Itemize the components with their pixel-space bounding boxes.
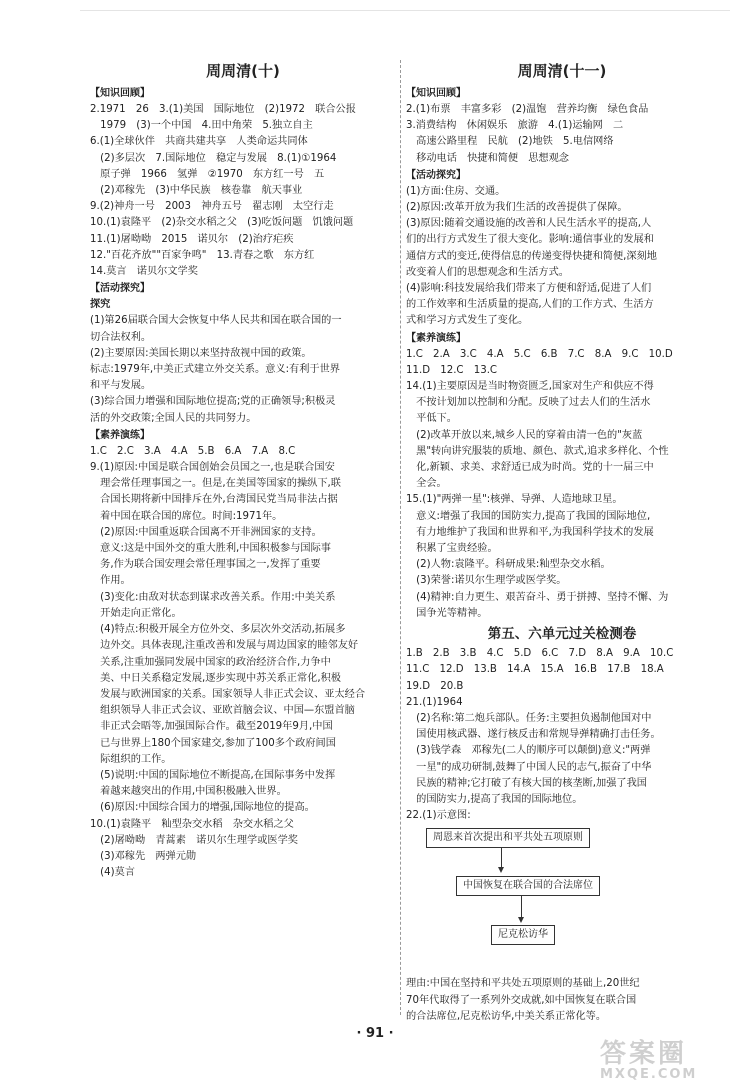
text-line: (1)第26届联合国大会恢复中华人民共和国在联合国的一: [90, 315, 342, 327]
text-line: (3)综合国力增强和国际地位提高;党的正确领导;积极灵: [90, 396, 336, 408]
left-column: [90, 58, 396, 881]
text-line: 的国防实力,提高了我国的国际地位。: [406, 793, 583, 805]
text-line: 理会常任理事国之一。但是,在美国等国家的操纵下,联: [90, 478, 341, 490]
text-line: 关系,注重加强同发展中国家的政治经济合作,力争中: [90, 656, 331, 668]
text-line: 15.(1)"两弹一星":核弹、导弹、人造地球卫星。: [406, 494, 623, 506]
reason-block: [406, 976, 718, 1025]
text-line: 12."百花齐放""百家争鸣" 13.青春之歌 东方红: [90, 249, 315, 261]
text-line: (4)莫言: [90, 867, 135, 879]
text-line: 1.C 2.C 3.A 4.A 5.B 6.A 7.A 8.C: [90, 445, 296, 457]
flow-arrow-2: [521, 896, 522, 918]
text-line: 6.(1)全球伙伴 共商共建共享 人类命运共同体: [90, 136, 308, 148]
text-line: 着越来越突出的作用,中国积极融入世界。: [90, 786, 287, 798]
text-line: 作用。: [90, 575, 131, 587]
text-line: 务,作为联合国安理会常任理事国之一,发挥了重要: [90, 559, 321, 571]
text-line: (2)人物:袁隆平。科研成果:籼型杂交水稻。: [406, 559, 611, 571]
text-line: 10.(1)袁隆平 (2)杂交水稻之父 (3)吃饭问题 饥饿问题: [90, 217, 354, 229]
right-knowledge-block: [406, 102, 718, 167]
text-line: 美、中日关系稳定发展,逐步实现中苏关系正常化,积极: [90, 672, 341, 684]
text-line: 民族的精神;它打破了有核大国的核垄断,加强了我国: [406, 777, 647, 789]
text-line: 已与世界上180个国家建交,参加了100多个政府间国: [90, 737, 336, 749]
right-section-practice: 【 素养演练 】: [406, 331, 718, 346]
text-line: 组织领导人非正式会议、亚欧首脑会议、中国—东盟首脑: [90, 705, 355, 717]
text-line: (2)名称:第二炮兵部队。任务:主要担负遏制他国对中: [406, 712, 652, 724]
column-divider: [400, 60, 401, 1015]
right-section-activity: 【 活动探究 】: [406, 168, 718, 183]
text-line: 式和学习方式发生了变化。: [406, 315, 529, 327]
text-line: 积累了宝贵经验。: [406, 543, 498, 555]
flow-box-2: 中国恢复在联合国的合法席位: [456, 876, 600, 896]
text-line: (4)影响:科技发展给我们带来了方便和舒适,促进了人们: [406, 283, 652, 295]
right-title: 周周清(十一): [517, 62, 607, 80]
exam-block: [406, 646, 718, 824]
text-line: 的合法席位,尼克松访华,中美关系正常化等。: [406, 1010, 607, 1022]
text-line: 改变着人们的思想观念和生活方式。: [406, 266, 569, 278]
activity-heading: 探究: [90, 299, 111, 311]
right-section-knowledge: 【 知识回顾 】: [406, 86, 718, 101]
watermark-url: MXQE.COM: [600, 1067, 698, 1082]
text-line: 际组织的工作。: [90, 753, 172, 765]
text-line: 1979 (3)一个中国 4.田中角荣 5.独立自主: [90, 120, 313, 132]
text-line: (3)钱学森 邓稼先(二人的顺序可以颠倒)意义:"两弹: [406, 745, 651, 757]
top-rule: [80, 10, 730, 11]
text-line: 理由:中国在坚持和平共处五项原则的基础上,20世纪: [406, 978, 640, 990]
text-line: 全会。: [406, 478, 447, 490]
text-line: 不按计划加以控制和分配。反映了过去人们的生活水: [406, 397, 651, 409]
text-line: 非正式会晤等,加强国际合作。截至2019年9月,中国: [90, 721, 333, 733]
text-line: (2)主要原因:美国长期以来坚持敌视中国的政策。: [90, 347, 312, 359]
left-section-knowledge: 【 知识回顾 】: [90, 86, 396, 101]
text-line: (2)屠呦呦 青蒿素 诺贝尔生理学或医学奖: [90, 834, 298, 846]
text-line: (4)精神:自力更生、艰苦奋斗、勇于拼搏、坚持不懈、为: [406, 591, 669, 603]
text-line: 标志:1979年,中美正式建立外交关系。意义:有利于世界: [90, 364, 340, 376]
text-line: 10.(1)袁隆平 籼型杂交水稻 杂交水稻之父: [90, 818, 294, 830]
right-activity-block: [406, 184, 718, 330]
text-line: 着中国在联合国的席位。时间:1971年。: [90, 510, 283, 522]
text-line: 原子弹 1966 氢弹 ②1970 东方红一号 五: [90, 168, 325, 180]
text-line: (5)说明:中国的国际地位不断提高,在国际事务中发挥: [90, 769, 336, 781]
text-line: 开始走向正常化。: [90, 607, 182, 619]
text-line: (3)荣誉:诺贝尔生理学或医学奖。: [406, 575, 567, 587]
text-line: (6)原因:中国综合国力的增强,国际地位的提高。: [90, 802, 315, 814]
right-column: [406, 58, 718, 1025]
text-line: 们的出行方式发生了很大变化。影响:通信事业的发展和: [406, 234, 654, 246]
text-line: 边外交。具体表现,注重改善和发展与周边国家的睦邻友好: [90, 640, 359, 652]
text-line: (2)多层次 7.国际地位 稳定与发展 8.(1)①1964: [90, 152, 337, 164]
page-number: · 91 ·: [356, 1026, 394, 1041]
watermark-logo: [600, 1040, 740, 1086]
left-title: 周周清(十): [206, 62, 280, 80]
text-line: (3)原因:随着交通设施的改善和人民生活水平的提高,人: [406, 218, 652, 230]
text-line: 11.C 12.D 13.B 14.A 15.A 16.B 17.B 18.A: [406, 664, 664, 676]
text-line: (1)方面:住房、交通。: [406, 185, 506, 197]
flow-box-1: 周恩来首次提出和平共处五项原则: [426, 828, 590, 848]
text-line: 9.(2)神舟一号 2003 神舟五号 翟志刚 太空行走: [90, 201, 334, 213]
text-line: 活的外交政策;全国人民的共同努力。: [90, 412, 257, 424]
text-line: 意义:这是中国外交的重大胜利,中国积极参与国际事: [90, 543, 331, 555]
text-line: 国使用核武器、遂行核反击和常规导弹精确打击任务。: [406, 729, 661, 741]
left-knowledge-block: [90, 102, 396, 280]
left-practice-block: [90, 444, 396, 881]
text-line: 合国长期将新中国排斥在外,台湾国民党当局非法占据: [90, 494, 338, 506]
text-line: 22.(1)示意图:: [406, 810, 471, 822]
text-line: 19.D 20.B: [406, 680, 464, 692]
text-line: 11.D 12.C 13.C: [406, 364, 498, 376]
text-line: (2)改革开放以来,城乡人民的穿着由清一色的"灰蓝: [406, 429, 643, 441]
text-line: 黑"转向讲究服装的质地、颜色、款式,追求多样化、个性: [406, 445, 669, 457]
watermark-text: 答案圈: [600, 1039, 688, 1069]
text-line: 14.(1)主要原因是当时物资匮乏,国家对生产和供应不得: [406, 381, 654, 393]
right-practice-block: [406, 347, 718, 622]
text-line: 2.1971 26 3.(1)美国 国际地位 (2)1972 联合公报: [90, 104, 356, 115]
text-line: (3)邓稼先 两弹元勋: [90, 850, 197, 862]
text-line: 1.C 2.A 3.C 4.A 5.C 6.B 7.C 8.A 9.C 10.D: [406, 348, 673, 360]
text-line: 平低下。: [406, 413, 457, 425]
exam-title: 第五、六单元过关检测卷: [487, 626, 637, 643]
text-line: 和平与发展。: [90, 380, 152, 392]
text-line: 70年代取得了一系列外交成就,如中国恢复在联合国: [406, 994, 637, 1006]
text-line: 意义:增强了我国的国防实力,提高了我国的国际地位,: [406, 510, 651, 522]
flow-arrow-1: [501, 848, 502, 868]
left-section-practice: 【 素养演练 】: [90, 428, 396, 443]
flow-box-3: 尼克松访华: [491, 925, 555, 945]
left-section-activity: 【 活动探究 】: [90, 281, 396, 296]
text-line: 移动电话 快捷和简便 思想观念: [406, 152, 569, 164]
text-line: 化,新颖、求美、求舒适已成为时尚。党的十一届三中: [406, 462, 654, 474]
text-line: 2.(1)布票 丰富多彩 (2)温饱 营养均衡 绿色食品: [406, 104, 649, 115]
text-line: 的工作效率和生活质量的提高,人们的工作方式、生活方: [406, 299, 654, 311]
text-line: (4)特点:积极开展全方位外交、多层次外交活动,拓展多: [90, 624, 346, 636]
text-line: 9.(1)原因:中国是联合国创始会员国之一,也是联合国安: [90, 462, 335, 474]
text-line: 3.消费结构 休闲娱乐 旅游 4.(1)运输网 二: [406, 120, 624, 132]
text-line: 有力地维护了我国和世界和平,为我国科学技术的发展: [406, 526, 654, 538]
text-line: 高速公路里程 民航 (2)地铁 5.电信网络: [406, 136, 614, 148]
text-line: 1.B 2.B 3.B 4.C 5.D 6.C 7.D 8.A 9.A 10.C: [406, 648, 674, 660]
text-line: 11.(1)屠呦呦 2015 诺贝尔 (2)治疗疟疾: [90, 233, 294, 245]
text-line: 一星"的成功研制,鼓舞了中国人民的志气,振奋了中华: [406, 761, 652, 773]
text-line: 发展与欧洲国家的关系。国家领导人非正式会议、亚太经合: [90, 688, 366, 700]
flow-diagram: [406, 826, 718, 976]
text-line: (3)变化:由敌对状态到谋求改善关系。作用:中美关系: [90, 591, 336, 603]
text-line: 国争光等精神。: [406, 607, 488, 619]
text-line: 通信方式的变迁,使得信息的传递变得快捷和简便,深刻地: [406, 250, 657, 262]
left-activity-block: [90, 313, 396, 426]
text-line: 21.(1)1964: [406, 696, 463, 708]
text-line: (2)原因:改革开放为我们生活的改善提供了保障。: [406, 202, 628, 214]
text-line: (2)邓稼先 (3)中华民族 核卷靠 航天事业: [90, 185, 303, 197]
text-line: 14.莫言 诺贝尔文学奖: [90, 266, 198, 278]
text-line: 切合法权利。: [90, 331, 152, 343]
text-line: (2)原因:中国重返联合国离不开非洲国家的支持。: [90, 526, 322, 538]
